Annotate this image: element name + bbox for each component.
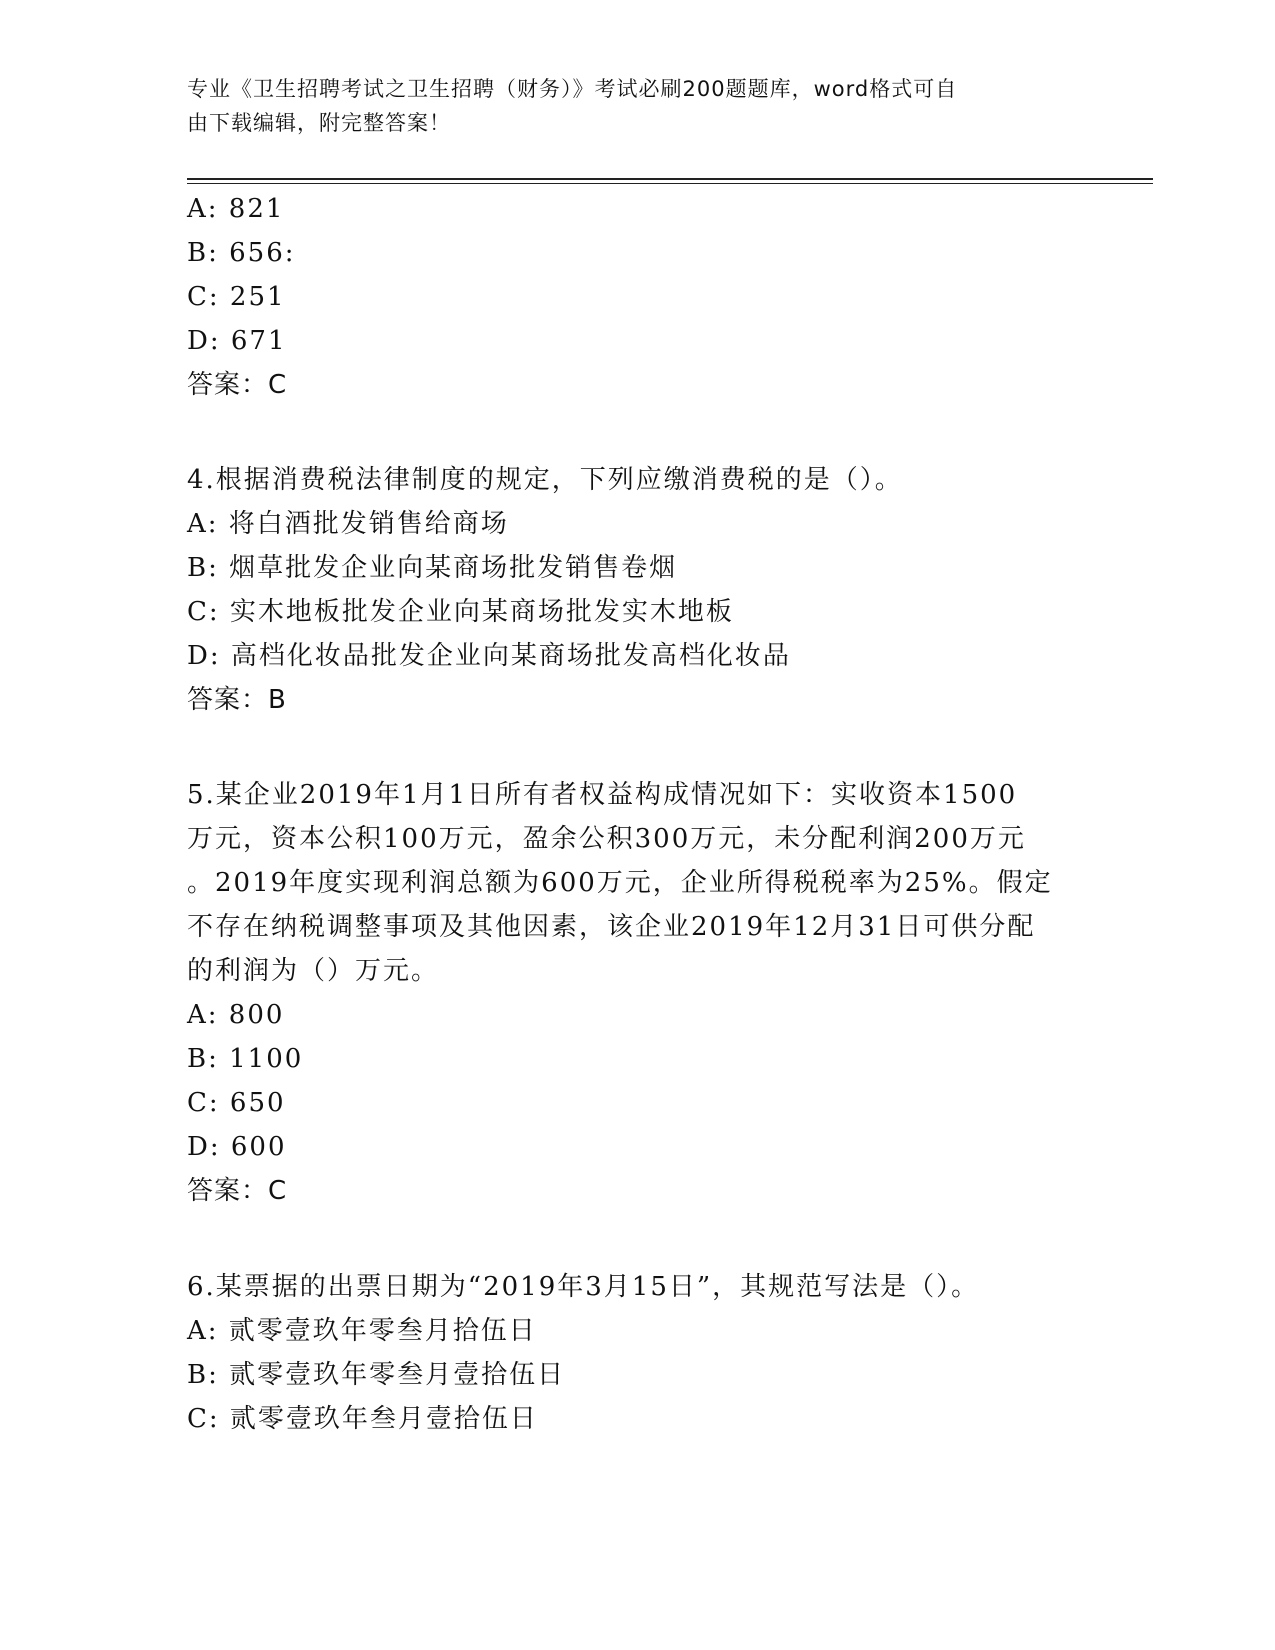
q4-option-d: D: 高档化妆品批发企业向某商场批发高档化妆品: [187, 641, 791, 671]
q5-stem-line-1: 5.某企业2019年1月1日所有者权益构成情况如下：实收资本1500: [187, 780, 1018, 810]
q3-answer: 答案：C: [187, 370, 288, 400]
q5-stem-line-2: 万元，资本公积100万元，盈余公积300万元，未分配利润200万元: [187, 824, 1026, 854]
q3-option-a: A: 821: [187, 194, 285, 224]
document-header: [187, 72, 1067, 140]
q5-answer: 答案：C: [187, 1176, 288, 1206]
q5-stem-line-4: 不存在纳税调整事项及其他因素，该企业2019年12月31日可供分配: [187, 912, 1036, 942]
q5-option-c: C: 650: [187, 1088, 286, 1118]
header-line-2: 由下载编辑，附完整答案！: [187, 111, 451, 135]
q4-stem: 4.根据消费税法律制度的规定，下列应缴消费税的是（）。: [187, 465, 903, 495]
q3-option-b: B: 656:: [187, 238, 296, 268]
q3-option-c: C: 251: [187, 282, 286, 312]
q5-option-b: B: 1100: [187, 1044, 304, 1074]
q5-stem-line-3: 。2019年度实现利润总额为600万元，企业所得税税率为25%。假定: [187, 868, 1053, 898]
q6-option-a: A: 贰零壹玖年零叁月拾伍日: [187, 1316, 537, 1346]
header-rule-thin: [187, 183, 1153, 184]
q6-stem: 6.某票据的出票日期为“2019年3月15日”，其规范写法是（）。: [187, 1272, 980, 1302]
q4-option-c: C: 实木地板批发企业向某商场批发实木地板: [187, 597, 734, 627]
q4-answer: 答案：B: [187, 685, 287, 715]
q4-option-b: B: 烟草批发企业向某商场批发销售卷烟: [187, 553, 678, 583]
q5-stem-line-5: 的利润为（）万元。: [187, 956, 440, 986]
header-line-1: 专业《卫生招聘考试之卫生招聘（财务）》考试必刷200题题库，word格式可自: [187, 77, 958, 101]
q3-option-d: D: 671: [187, 326, 287, 356]
q6-option-c: C: 贰零壹玖年叁月壹拾伍日: [187, 1404, 538, 1434]
header-rule-thick: [187, 178, 1153, 180]
q5-option-d: D: 600: [187, 1132, 287, 1162]
q4-option-a: A: 将白酒批发销售给商场: [187, 509, 509, 539]
q6-option-b: B: 贰零壹玖年零叁月壹拾伍日: [187, 1360, 566, 1390]
q5-option-a: A: 800: [187, 1000, 285, 1030]
